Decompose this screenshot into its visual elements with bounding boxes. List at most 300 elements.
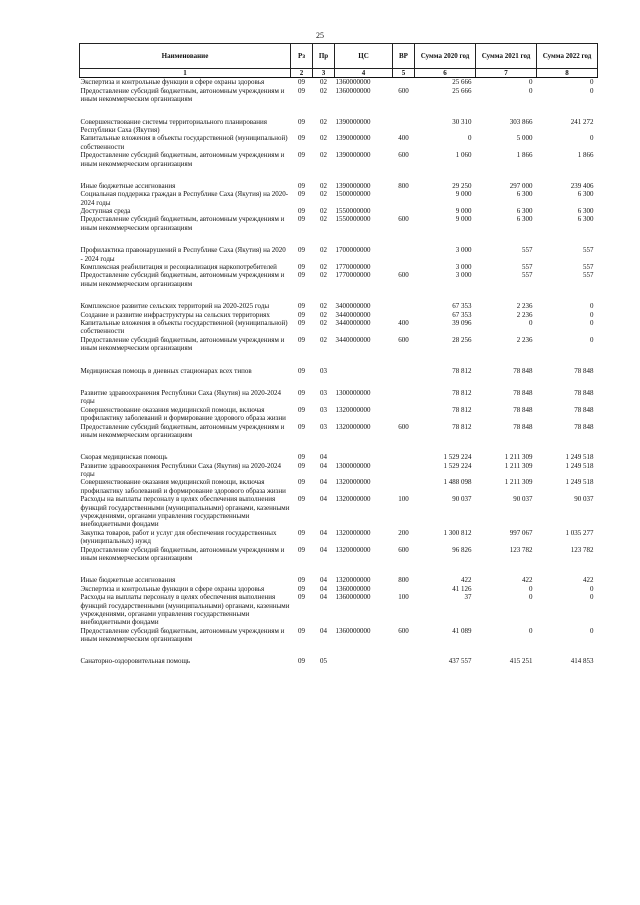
col-number: 4 [335,69,393,78]
table-row [80,302,598,310]
row-rz: 09 [298,310,305,319]
header-sum-2022: Сумма 2022 год [537,44,598,69]
row-sum-2021: 557 [522,246,533,255]
row-name: Социальная поддержка граждан в Республике Саха (Якутия) на 2020-2024 годы [80,190,289,207]
row-sum-2020: 1 529 224 [443,461,472,470]
row-sum-2022: 0 [590,78,594,87]
header-rz: Рз [291,44,313,69]
row-rz: 09 [298,461,305,470]
row-cs: 1700000000 [335,246,371,255]
row-sum-2021: 78 848 [513,388,533,397]
row-name: Скорая медицинская помощь [80,453,168,462]
row-rz: 09 [298,584,305,593]
table-row [80,319,598,336]
row-cs: 1500000000 [335,190,371,199]
row-name: Доступная среда [80,207,131,216]
row-vr: 200 [398,528,409,537]
row-sum-2022: 1 249 518 [565,461,594,470]
row-rz: 09 [298,263,305,272]
row-cs: 1300000000 [335,461,371,470]
row-name: Санаторно-оздоровительная помощь [80,657,191,666]
row-cs: 1320000000 [335,478,371,487]
row-rz: 09 [298,86,305,95]
row-name: Предоставление субсидий бюджетным, автономным учреждениям и иным некоммерческим организациям [80,215,285,232]
spacer-cell [80,439,598,453]
row-name: Закупка товаров, работ и услуг для обеспечения государственных (муниципальных) нужд [80,528,277,546]
row-vr [393,367,415,375]
row-name: Предоставление субсидий бюджетным, автономным учреждениям и иным некоммерческим организациям [80,545,285,562]
row-sum-2020: 25 666 [452,86,472,95]
row-sum-2020: 1 488 098 [443,478,472,487]
row-sum-2021: 422 [522,576,533,585]
row-pr: 02 [320,263,327,272]
row-sum-2020: 3 000 [455,263,472,272]
row-vr: 600 [398,422,409,431]
row-sum-2020: 422 [461,576,472,585]
row-cs [335,657,393,665]
row-pr: 02 [320,86,327,95]
col-number: 6 [415,69,476,78]
row-vr: 600 [398,545,409,554]
row-sum-2020: 41 126 [452,584,472,593]
row-cs: 1320000000 [335,495,371,504]
row-spacer [80,643,598,657]
table-row [80,207,598,215]
row-cs: 3440000000 [335,310,371,319]
row-vr [393,118,415,135]
row-cs: 1770000000 [335,271,371,280]
row-pr: 02 [320,117,327,126]
row-sum-2022: 0 [590,310,594,319]
row-rz: 09 [298,495,305,504]
table-row [80,182,598,190]
row-name: Капитальные вложения в объекты государственной (муниципальной) собственности [80,318,288,336]
row-cs: 3440000000 [335,318,371,327]
row-vr [393,478,415,495]
row-rz: 09 [298,335,305,344]
row-vr: 600 [398,215,409,224]
table-row [80,627,598,644]
row-rz: 09 [298,302,305,311]
row-sum-2020: 67 353 [452,302,472,311]
table-row [80,78,598,87]
row-sum-2021: 1 866 [516,151,533,160]
row-sum-2021: 6 300 [516,190,533,199]
row-rz: 09 [298,388,305,397]
row-vr [393,207,415,215]
table-row [80,406,598,423]
row-pr: 03 [320,422,327,431]
row-vr [393,462,415,479]
row-sum-2020: 1 300 812 [443,528,472,537]
row-vr [393,246,415,263]
row-sum-2021: 557 [522,271,533,280]
row-name: Совершенствование системы территориального планирования Республики Саха (Якутия) [80,117,267,134]
row-rz: 09 [298,657,305,666]
row-sum-2020: 78 812 [452,388,472,397]
header-sum-2021: Сумма 2021 год [476,44,537,69]
row-name: Предоставление субсидий бюджетным, автономным учреждениям и иным некоммерческим организациям [80,422,285,439]
row-sum-2022: 78 848 [574,366,594,375]
row-sum-2022: 1 866 [577,151,594,160]
row-name: Предоставление субсидий бюджетным, автономным учреждениям и иным некоммерческим организациям [80,626,285,644]
row-sum-2020: 41 089 [452,626,472,635]
row-pr: 02 [320,246,327,255]
row-sum-2021: 557 [522,263,533,272]
row-pr: 03 [320,388,327,397]
row-cs: 1550000000 [335,207,371,216]
row-rz: 09 [298,78,305,87]
row-sum-2021: 415 251 [509,657,533,666]
row-name: Комплексная реабилитация и ресоциализация наркопотребителей [80,263,277,272]
row-sum-2022: 6 300 [577,207,594,216]
row-rz: 09 [298,453,305,462]
row-sum-2020: 78 812 [452,366,472,375]
row-spacer [80,104,598,118]
row-pr: 02 [320,207,327,216]
row-sum-2021: 78 848 [513,366,533,375]
row-cs [335,453,393,461]
row-rz: 09 [298,318,305,327]
row-sum-2020: 3 000 [455,246,472,255]
row-spacer [80,439,598,453]
spacer-cell [80,168,598,182]
table-row [80,118,598,135]
row-name: Предоставление субсидий бюджетным, автономным учреждениям и иным некоммерческим организациям [80,151,285,168]
row-vr [393,657,415,665]
row-rz: 09 [298,271,305,280]
row-sum-2021: 90 037 [513,495,533,504]
row-pr: 02 [320,271,327,280]
row-pr: 03 [320,405,327,414]
row-sum-2020: 29 250 [452,181,472,190]
col-number: 8 [537,69,598,78]
row-name: Предоставление субсидий бюджетным, автономным учреждениям и иным некоммерческим организациям [80,271,285,288]
table-row [80,546,598,563]
row-name: Развитие здравоохранения Республики Саха (Якутия) на 2020-2024 годы [80,461,282,479]
row-sum-2022: 414 853 [570,657,594,666]
table-row [80,215,598,232]
row-sum-2022: 0 [590,626,594,635]
row-sum-2022: 0 [590,584,594,593]
row-rz: 09 [298,593,305,602]
row-sum-2020: 78 812 [452,405,472,414]
row-vr [393,311,415,319]
table-row [80,585,598,593]
row-vr [393,190,415,207]
header-pr: Пр [313,44,335,69]
row-sum-2021: 1 211 309 [504,478,533,487]
row-pr: 02 [320,190,327,199]
row-sum-2022: 78 848 [574,422,594,431]
row-name: Капитальные вложения в объекты государственной (муниципальной) собственности [80,134,288,151]
row-sum-2022: 90 037 [574,495,594,504]
header-vr: ВР [393,44,415,69]
spacer-cell [80,353,598,367]
row-vr [393,585,415,593]
row-name: Экспертиза и контрольные функции в сфере охраны здоровья [80,78,265,87]
row-sum-2022: 241 272 [570,117,594,126]
row-sum-2021: 0 [529,86,533,95]
row-pr: 04 [320,626,327,635]
row-sum-2020: 25 666 [452,78,472,87]
row-name: Создание и развитие инфраструктуры на сельских территориях [80,310,270,319]
row-pr: 04 [320,495,327,504]
row-sum-2022: 0 [590,335,594,344]
row-name: Предоставление субсидий бюджетным, автономным учреждениям и иным некоммерческим организациям [80,335,285,353]
row-sum-2022: 0 [590,302,594,311]
row-sum-2020: 96 826 [452,545,472,554]
row-sum-2022: 0 [590,318,594,327]
row-sum-2021: 78 848 [513,422,533,431]
header-name: Наименование [80,44,291,69]
row-sum-2021: 297 000 [509,181,533,190]
row-rz: 09 [298,422,305,431]
table-row [80,462,598,479]
row-sum-2022: 557 [583,246,594,255]
row-sum-2021: 123 782 [509,545,533,554]
row-rz: 09 [298,405,305,414]
column-number-row [80,69,598,78]
row-cs: 1320000000 [335,528,371,537]
row-pr: 05 [320,657,327,666]
row-sum-2021: 0 [529,78,533,87]
row-name: Комплексное развитие сельских территорий на 2020-2025 годы [80,302,270,311]
row-sum-2021: 0 [529,593,533,602]
row-name: Иные бюджетные ассигнования [80,576,176,585]
row-pr: 03 [320,366,327,375]
col-number: 7 [476,69,537,78]
row-sum-2021: 78 848 [513,405,533,414]
table-row [80,657,598,665]
row-sum-2022: 6 300 [577,190,594,199]
row-cs: 1320000000 [335,545,371,554]
row-rz: 09 [298,246,305,255]
row-sum-2022: 1 249 518 [565,453,594,462]
row-vr: 800 [398,181,409,190]
row-pr: 04 [320,453,327,462]
table-row [80,336,598,353]
row-cs: 1320000000 [335,405,371,414]
row-vr [393,263,415,271]
row-cs: 1390000000 [335,117,371,126]
row-rz: 09 [298,190,305,199]
row-pr: 04 [320,478,327,487]
row-sum-2021: 0 [529,626,533,635]
row-vr: 600 [398,335,409,344]
row-sum-2021: 997 067 [509,528,533,537]
row-sum-2021: 1 211 309 [504,461,533,470]
row-vr [393,302,415,310]
table-row [80,367,598,375]
row-vr: 600 [398,271,409,280]
table-row [80,478,598,495]
row-vr: 100 [398,495,409,504]
table-row [80,453,598,461]
row-cs: 1390000000 [335,134,371,143]
row-sum-2022: 0 [590,86,594,95]
table-row [80,423,598,440]
row-pr: 04 [320,461,327,470]
row-rz: 09 [298,478,305,487]
row-sum-2020: 90 037 [452,495,472,504]
row-sum-2022: 78 848 [574,388,594,397]
row-name: Совершенствование оказания медицинской помощи, включая профилактику заболеваний и формирование здорового образа жизни [80,478,286,495]
row-sum-2022: 0 [590,593,594,602]
row-sum-2020: 39 096 [452,318,472,327]
row-spacer [80,288,598,302]
row-pr: 02 [320,335,327,344]
row-sum-2022: 1 249 518 [565,478,594,487]
row-spacer [80,232,598,246]
col-number: 3 [313,69,335,78]
row-sum-2020: 30 310 [452,117,472,126]
row-pr: 02 [320,151,327,160]
row-sum-2022: 557 [583,271,594,280]
table-row [80,495,598,529]
row-name: Иные бюджетные ассигнования [80,181,176,190]
row-cs: 1550000000 [335,215,371,224]
row-rz: 09 [298,207,305,216]
row-sum-2021: 0 [529,318,533,327]
row-sum-2021: 6 300 [516,215,533,224]
row-cs: 1390000000 [335,181,371,190]
row-rz: 09 [298,545,305,554]
row-vr: 600 [398,151,409,160]
row-rz: 09 [298,181,305,190]
row-sum-2022: 78 848 [574,405,594,414]
row-name: Расходы на выплаты персоналу в целях обеспечения выполнения функций государственными (муниципальными) органами, казенными учреждениями, органами управления государственными внебюджетными фондами [80,495,290,529]
row-rz: 09 [298,528,305,537]
row-rz: 09 [298,215,305,224]
row-vr: 600 [398,626,409,635]
row-rz: 09 [298,151,305,160]
row-name: Медицинская помощь в дневных стационарах всех типов [80,366,252,375]
row-rz: 09 [298,117,305,126]
row-cs: 1360000000 [335,593,371,602]
row-sum-2020: 437 557 [448,657,472,666]
spacer-cell [80,562,598,576]
spacer-cell [80,375,598,389]
row-sum-2022: 557 [583,263,594,272]
table-row [80,271,598,288]
row-vr: 100 [398,593,409,602]
row-cs [335,367,393,375]
row-sum-2022: 6 300 [577,215,594,224]
row-sum-2020: 9 000 [455,215,472,224]
row-name: Расходы на выплаты персоналу в целях обеспечения выполнения функций государственными (муниципальными) органами, казенными учреждениями, органами управления государственными внебюджетными фондами [80,593,290,627]
row-sum-2020: 1 529 224 [443,453,472,462]
row-sum-2020: 37 [464,593,472,602]
row-sum-2022: 0 [590,134,594,143]
row-spacer [80,353,598,367]
row-sum-2020: 0 [468,134,472,143]
row-pr: 04 [320,584,327,593]
row-vr [393,406,415,423]
row-sum-2022: 422 [583,576,594,585]
row-cs: 1320000000 [335,576,371,585]
row-cs: 1360000000 [335,86,371,95]
row-sum-2021: 2 236 [516,302,533,311]
row-spacer [80,562,598,576]
row-pr: 02 [320,310,327,319]
row-vr: 400 [398,134,409,143]
row-sum-2022: 239 406 [570,181,594,190]
table-row [80,593,598,627]
row-cs: 3440000000 [335,335,371,344]
table-row [80,246,598,263]
row-sum-2022: 123 782 [570,545,594,554]
table-row [80,134,598,151]
row-sum-2021: 303 866 [509,117,533,126]
row-vr [393,453,415,461]
row-name: Предоставление субсидий бюджетным, автономным учреждениям и иным некоммерческим организациям [80,86,285,104]
row-name: Профилактика правонарушений в Республике Саха (Якутия) на 2020 - 2024 годы [80,246,286,263]
row-pr: 02 [320,318,327,327]
row-vr [393,78,415,87]
row-cs: 1360000000 [335,78,371,87]
row-sum-2020: 78 812 [452,422,472,431]
row-cs: 1770000000 [335,263,371,272]
row-sum-2020: 3 000 [455,271,472,280]
row-pr: 02 [320,134,327,143]
row-pr: 02 [320,181,327,190]
table-row [80,151,598,168]
spacer-cell [80,232,598,246]
row-cs: 1320000000 [335,422,371,431]
table-row [80,311,598,319]
spacer-cell [80,288,598,302]
row-cs: 1300000000 [335,388,371,397]
row-name: Развитие здравоохранения Республики Саха (Якутия) на 2020-2024 годы [80,388,282,406]
row-name: Экспертиза и контрольные функции в сфере охраны здоровья [80,584,265,593]
row-sum-2021: 2 236 [516,310,533,319]
budget-table [79,43,598,666]
table-row [80,263,598,271]
row-name: Совершенствование оказания медицинской помощи, включая профилактику заболеваний и формирование здорового образа жизни [80,405,286,423]
row-pr: 02 [320,302,327,311]
row-pr: 02 [320,78,327,87]
table-row [80,389,598,406]
row-rz: 09 [298,366,305,375]
row-cs: 3400000000 [335,302,371,311]
row-sum-2020: 9 000 [455,190,472,199]
table-row [80,576,598,584]
header-sum-2020: Сумма 2020 год [415,44,476,69]
col-number: 5 [393,69,415,78]
row-sum-2020: 28 256 [452,335,472,344]
row-sum-2020: 9 000 [455,207,472,216]
row-sum-2021: 6 300 [516,207,533,216]
page-number: 25 [316,31,324,40]
row-pr: 04 [320,593,327,602]
table-row [80,190,598,207]
header-cs: ЦС [335,44,393,69]
row-cs: 1390000000 [335,151,371,160]
row-vr [393,389,415,406]
table-body [80,78,598,666]
spacer-cell [80,643,598,657]
row-sum-2022: 1 035 277 [565,528,594,537]
col-number: 2 [291,69,313,78]
header-row [80,44,598,69]
row-spacer [80,168,598,182]
row-rz: 09 [298,576,305,585]
row-cs: 1360000000 [335,584,371,593]
row-vr: 400 [398,318,409,327]
row-sum-2020: 1 060 [455,151,472,160]
row-pr: 04 [320,576,327,585]
